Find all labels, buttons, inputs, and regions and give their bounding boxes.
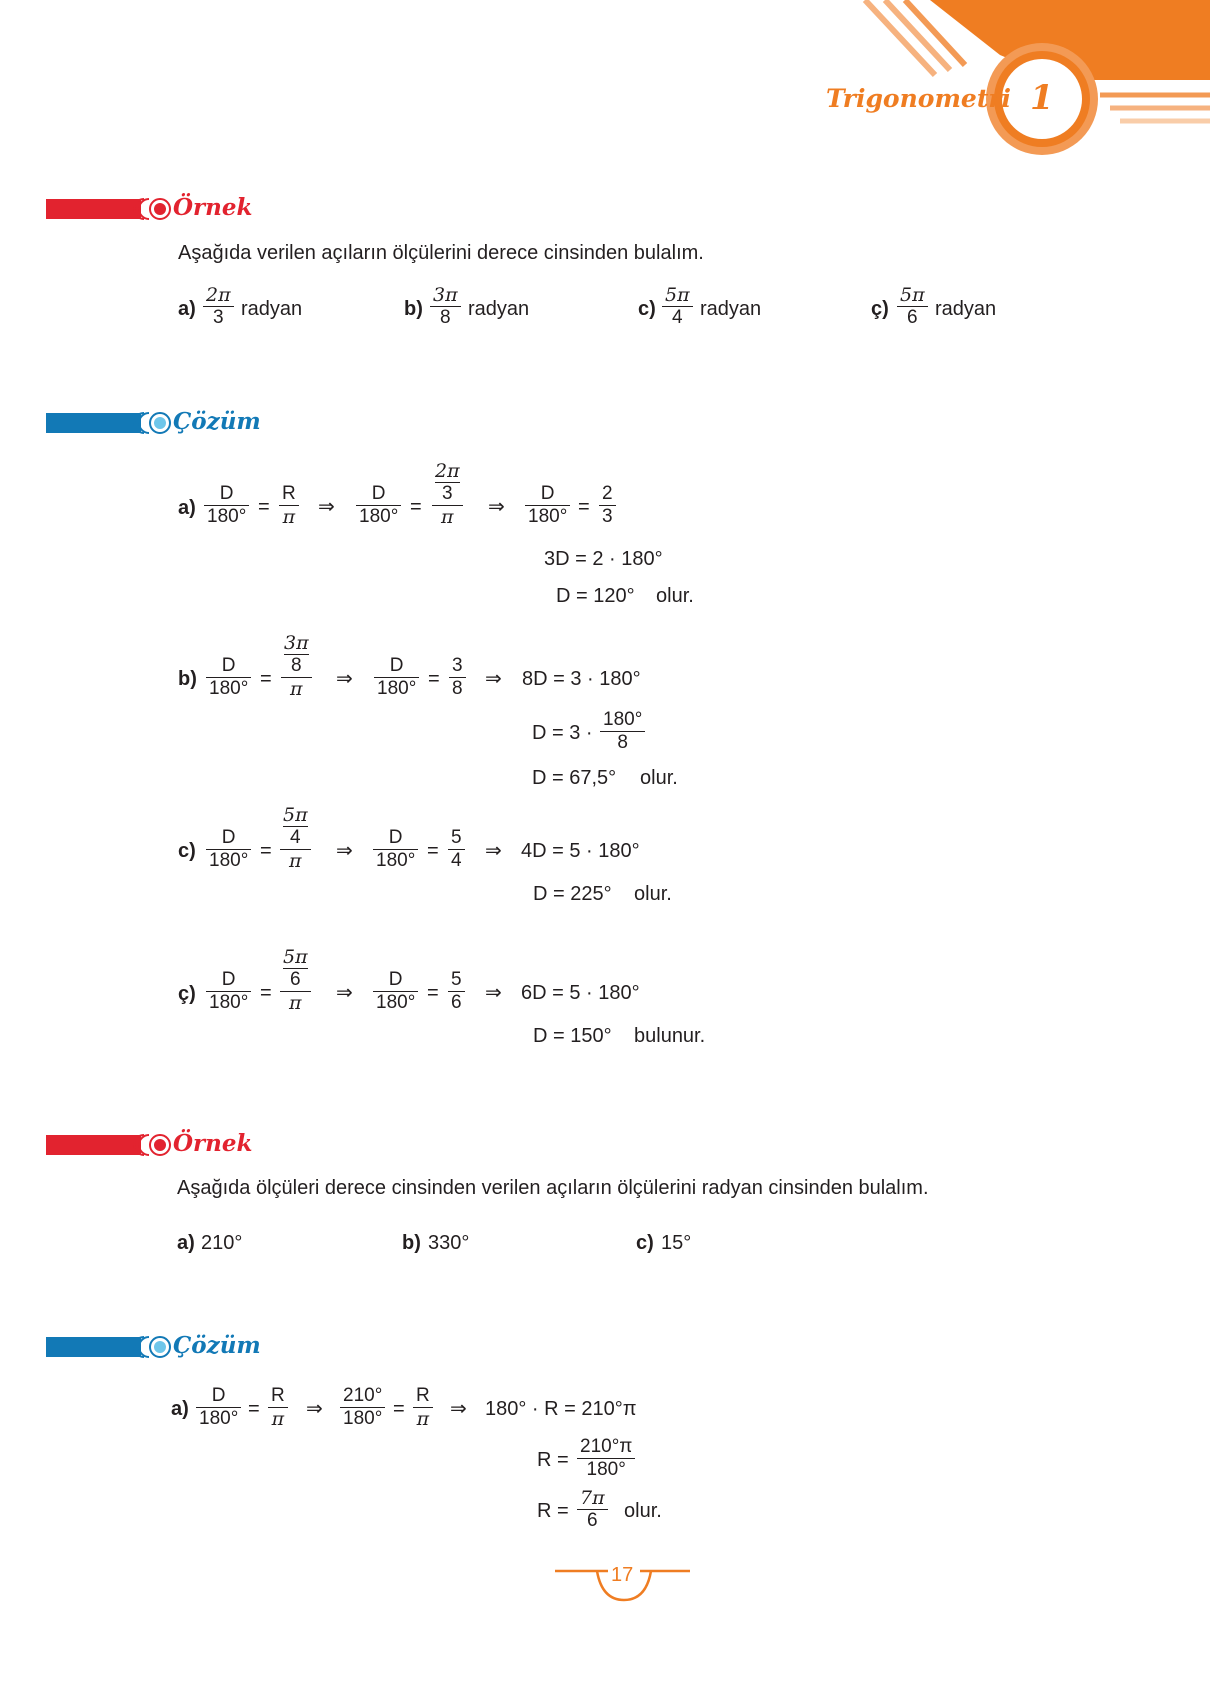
ornek-question: Aşağıda verilen açıların ölçülerini derece cinsinden bulalım. (178, 242, 704, 264)
cozum-marker-icon (46, 411, 171, 435)
ornek-marker-icon (46, 1133, 171, 1157)
ornek-question: Aşağıda ölçüleri derece cinsinden verilen açıların ölçülerini radyan cinsinden bulalım. (177, 1177, 929, 1199)
cozum-marker-icon (46, 1335, 171, 1359)
ornek-heading: Örnek (173, 1130, 253, 1157)
header-decoration (0, 0, 1210, 170)
cozum-heading: Çözüm (173, 1332, 261, 1359)
ornek-marker-icon (46, 197, 171, 221)
chapter-title: Trigonometri (826, 84, 1012, 113)
cozum-heading: Çözüm (173, 408, 261, 435)
page-number: 17 (611, 1564, 634, 1586)
ornek-heading: Örnek (173, 194, 253, 221)
chapter-number: 1 (1030, 78, 1054, 118)
